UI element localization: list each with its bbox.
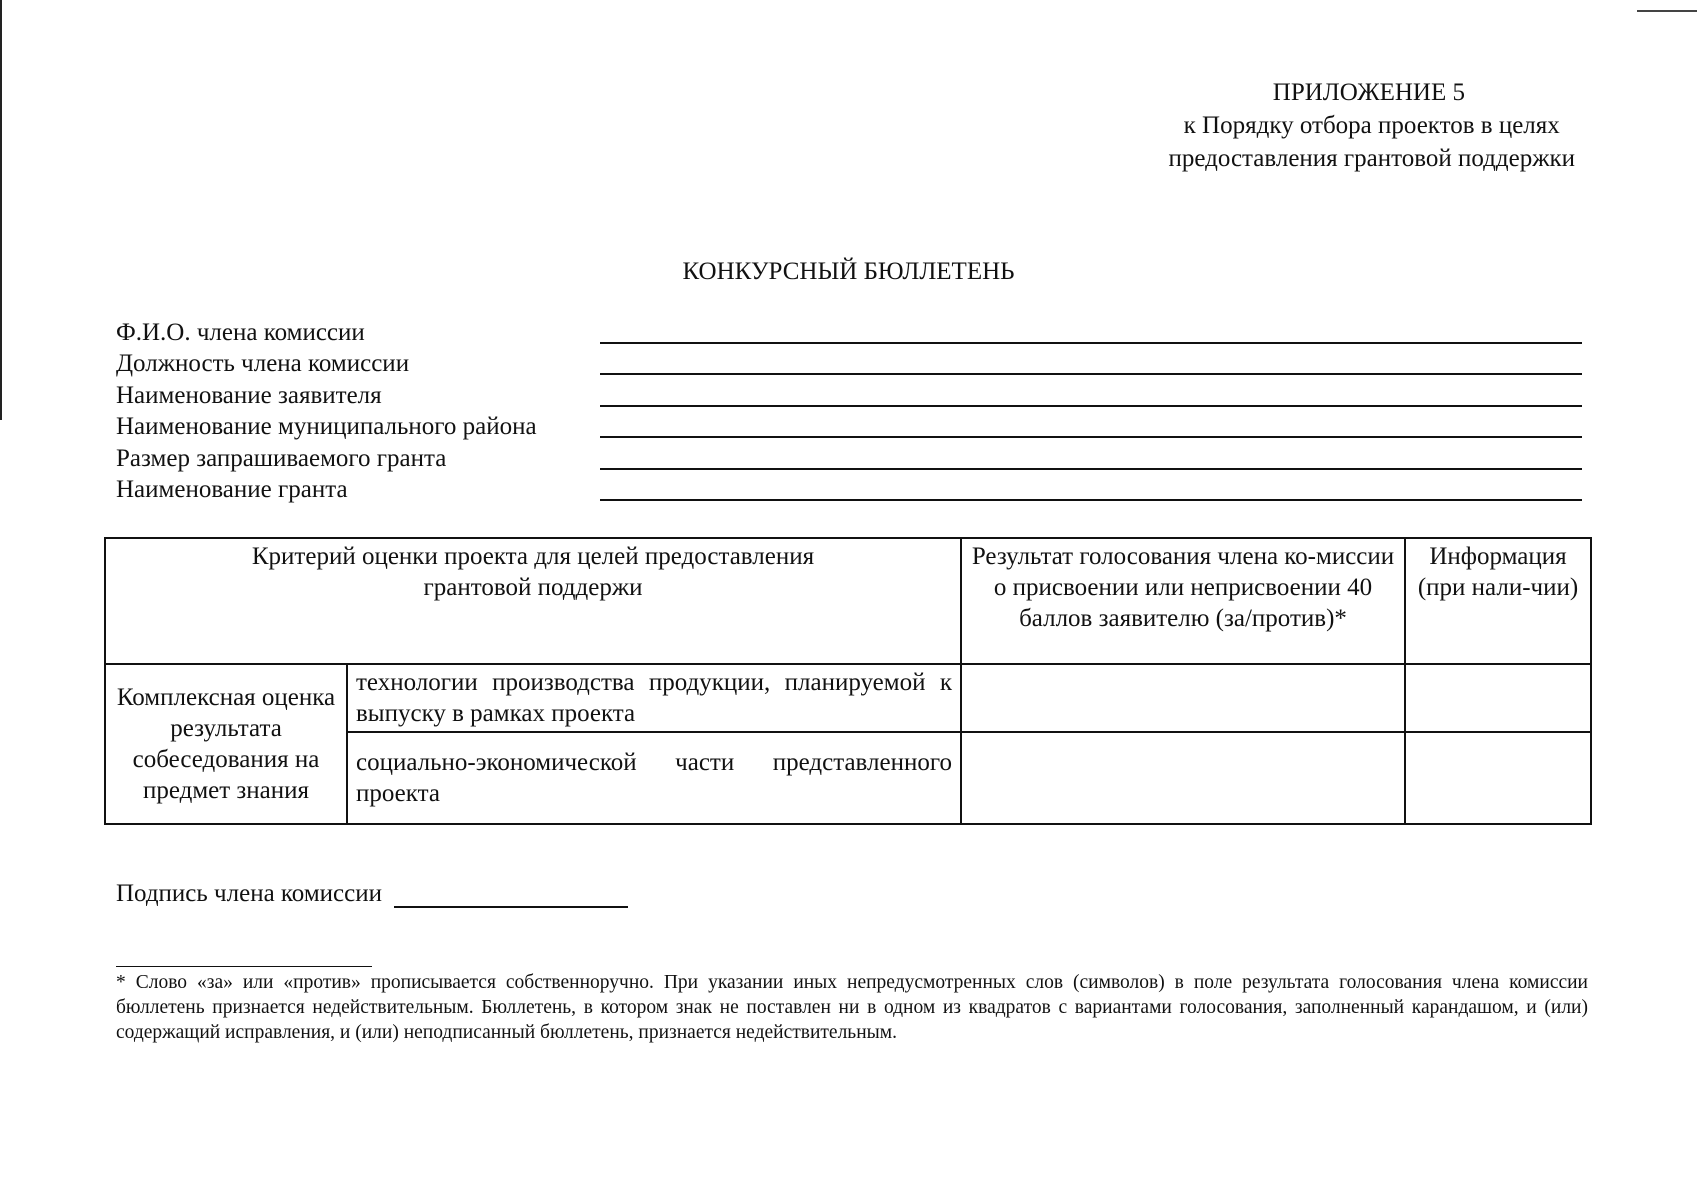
appendix-line-1: к Порядку отбора проектов в целях <box>1183 112 1560 139</box>
field-label: Ф.И.О. члена комиссии <box>116 318 365 346</box>
field-label: Наименование гранта <box>116 476 348 503</box>
info-cell[interactable] <box>1405 732 1591 824</box>
signature-line[interactable] <box>394 884 628 908</box>
fill-in-line[interactable] <box>600 322 1582 344</box>
criteria-table <box>104 537 1592 825</box>
fill-in-line[interactable] <box>600 353 1582 375</box>
field-row-district <box>116 411 1582 443</box>
appendix-line-2: предоставления грантовой поддержки <box>1168 145 1575 172</box>
criterion-cell: социально-экономической части представленного проекта <box>347 732 961 824</box>
fill-in-line[interactable] <box>600 385 1582 407</box>
field-label: Наименование заявителя <box>116 381 382 409</box>
header-criterion <box>105 538 961 664</box>
table-header-row <box>105 538 1591 664</box>
appendix-title: ПРИЛОЖЕНИЕ 5 <box>1272 79 1465 106</box>
table-row <box>105 664 1591 732</box>
field-label: Должность члена комиссии <box>116 350 410 377</box>
field-row-position <box>116 348 1582 380</box>
signature-block <box>116 880 628 908</box>
signature-label: Подпись члена комиссии <box>116 880 382 907</box>
criterion-cell: технологии производства продукции, планируемой к выпуску в рамках проекта <box>347 664 961 732</box>
field-row-grant-size <box>116 442 1582 474</box>
header-info: Информация (при нали-чии) <box>1405 538 1591 664</box>
field-row-grant-name <box>116 474 1582 506</box>
header-criterion-text: Критерий оценки проекта для целей предоставления грантовой поддержи <box>251 543 815 601</box>
appendix-header <box>1168 76 1575 175</box>
fill-in-line[interactable] <box>600 448 1582 470</box>
fill-in-line[interactable] <box>600 416 1582 438</box>
group-label-cell: Комплексная оценка результата собеседования на предмет знания <box>105 664 347 824</box>
scan-edge-top <box>1637 10 1697 12</box>
field-label: Наименование муниципального района <box>116 413 537 440</box>
vote-cell[interactable] <box>961 664 1405 732</box>
field-label: Размер запрашиваемого гранта <box>116 444 447 472</box>
field-row-applicant <box>116 379 1582 411</box>
fill-in-line[interactable] <box>600 479 1582 501</box>
footnote-divider <box>116 966 372 967</box>
field-row-fio <box>116 316 1582 348</box>
document-title: КОНКУРСНЫЙ БЮЛЛЕТЕНЬ <box>682 258 1015 285</box>
scan-edge-left <box>0 0 2 420</box>
form-fields <box>116 316 1582 505</box>
footnote: * Слово «за» или «против» прописывается собственноручно. При указании иных непредусмотренных слов (символов) в поле результата голосования члена комиссии бюллетень признается недействительным. Бюллетень, в котором знак не поставлен ни в одном из квадратов с вариантами голосования, заполненный карандашом, и (или) содержащий исправления, и (или) неподписанный бюллетень, признается недействительным. <box>116 972 1588 1043</box>
info-cell[interactable] <box>1405 664 1591 732</box>
header-vote: Результат голосования члена ко-миссии о присвоении или неприсвоении 40 баллов заявителю (за/против)* <box>961 538 1405 664</box>
vote-cell[interactable] <box>961 732 1405 824</box>
